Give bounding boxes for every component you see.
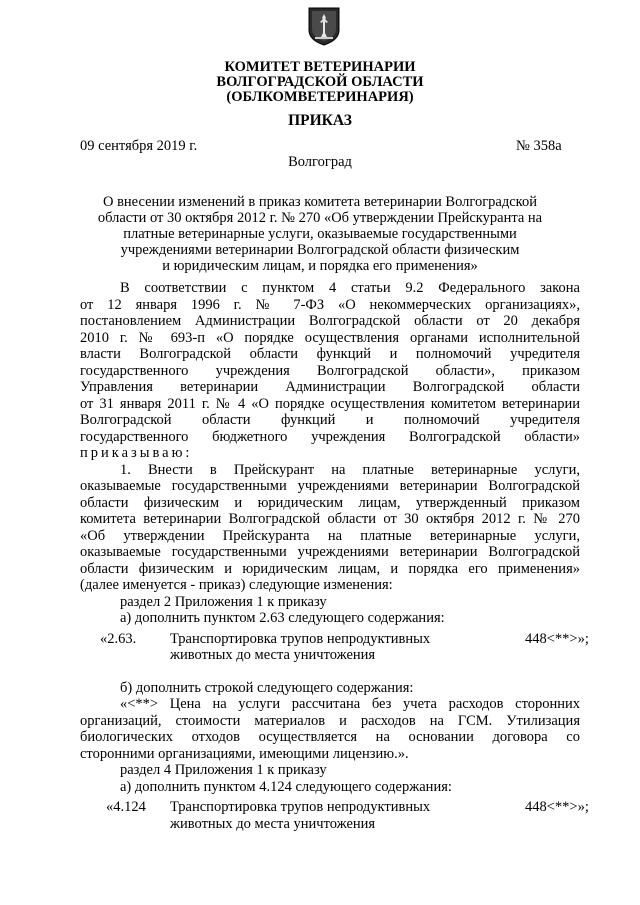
section-4-subitem-a: а) дополнить пунктом 4.124 следующего содержания: (120, 778, 452, 795)
order-word: приказываю: (80, 445, 193, 461)
subject-line: О внесении изменений в приказ комитета ветеринарии Волгоградской (102, 194, 537, 210)
item-1-line: 1. Внести в Прейскурант на платные ветеринарные услуги, (120, 461, 580, 478)
price-entry-4-124 (80, 799, 589, 832)
entry-description (170, 631, 525, 664)
preamble-line: государственного бюджетного учреждения Волгоградской области» (80, 428, 580, 445)
entry-description (170, 799, 525, 832)
footnote-line: «<**> Цена на услуги рассчитана без учета расходов сторонних (120, 696, 580, 712)
org-name-line-2: ВОЛГОГРАДСКОЙ ОБЛАСТИ (216, 74, 424, 90)
item-1-line: оказываемые государственными учреждениями ветеринарии Волгоградской (80, 478, 580, 494)
volgograd-coat-of-arms-icon (307, 6, 341, 46)
document-type-title: ПРИКАЗ (288, 112, 352, 129)
item-1-line: комитета ветеринарии Волгоградской области от 30 октября 2012 г. № 270 (80, 511, 580, 527)
entry-price: 448<**>»; (525, 799, 589, 815)
entry-description-line: Транспортировка трупов непродуктивных (170, 630, 431, 647)
item-1-line: области физическим и юридическим лицам, и порядка его применения» (80, 560, 580, 577)
preamble-line: власти Волгоградской области функций и полномочий учредителя (80, 346, 580, 362)
document-city: Волгоград (288, 154, 352, 170)
spacer (80, 664, 580, 680)
preamble-line: постановлением Администрации Волгоградской области от 20 декабря (80, 313, 580, 329)
footnote-line: биологических отходов осуществляется на основании договора со (80, 729, 580, 745)
subject-line: платные ветеринарные услуги, оказываемые государственными (123, 226, 517, 242)
document-number: № 358а (516, 138, 562, 154)
preamble-line: В соответствии с пунктом 4 статьи 9.2 Федерального закона (120, 280, 580, 296)
document-date: 09 сентября 2019 г. (80, 138, 198, 154)
document-subject (80, 194, 560, 274)
preamble-line: Волгоградской области функций и полномочий учредителя (80, 412, 580, 428)
item-1-line: «Об утверждении Прейскуранта на платные ветеринарные услуги, (80, 527, 580, 544)
section-2-heading: раздел 2 Приложения 1 к приказу (120, 593, 327, 610)
entry-price: 448<**>»; (525, 630, 589, 647)
entry-description-line: животных до места уничтожения (170, 815, 376, 832)
preamble-line: государственного учреждения Волгоградской области», приказом (80, 362, 580, 379)
org-name-line-3: (ОБЛКОМВЕТЕРИНАРИЯ) (226, 89, 414, 105)
entry-description-line: животных до места уничтожения (170, 647, 376, 663)
subject-line: учреждениями ветеринарии Волгоградской области физическим (120, 242, 520, 258)
item-1-line: (далее именуется - приказ) следующие изменения: (80, 577, 393, 593)
entry-number: «2.63. (100, 630, 137, 647)
item-1-line: области физическим и юридическим лицам, утвержденный приказом (80, 494, 580, 511)
section-2-subitem-b: б) дополнить строкой следующего содержания: (120, 679, 414, 696)
entry-number: «4.124 (106, 799, 146, 815)
preamble-line: 2010 г. № 693-п «О порядке осуществления органами исполнительной (80, 329, 580, 346)
footnote-line: сторонними организациями, имеющими лицензию.». (80, 745, 409, 762)
document-body (80, 280, 589, 832)
preamble-line: от 31 января 2011 г. № 4 «О порядке осуществления комитетом ветеринарии (80, 395, 580, 412)
section-4-heading: раздел 4 Приложения 1 к приказу (120, 762, 327, 778)
item-1-line: оказываемые государственными учреждениями ветеринарии Волгоградской (80, 544, 580, 560)
preamble-line: Управления ветеринарии Администрации Волгоградской области (80, 379, 580, 395)
subject-line: области от 30 октября 2012 г. № 270 «Об утверждении Прейскуранта на (97, 210, 543, 226)
section-2-subitem-a: а) дополнить пунктом 2.63 следующего содержания: (120, 610, 445, 626)
price-entry-2-63 (80, 630, 589, 664)
subject-line: и юридическим лицам, и порядка его применения» (162, 258, 478, 274)
org-name-line-1: КОМИТЕТ ВЕТЕРИНАРИИ (224, 59, 416, 75)
footnote-line: организаций, стоимости материалов и расходов на ГСМ. Утилизация (80, 712, 580, 729)
entry-description-line: Транспортировка трупов непродуктивных (170, 799, 431, 815)
preamble-line: от 12 января 1996 г. № 7-ФЗ «О некоммерческих организациях», (80, 296, 580, 313)
